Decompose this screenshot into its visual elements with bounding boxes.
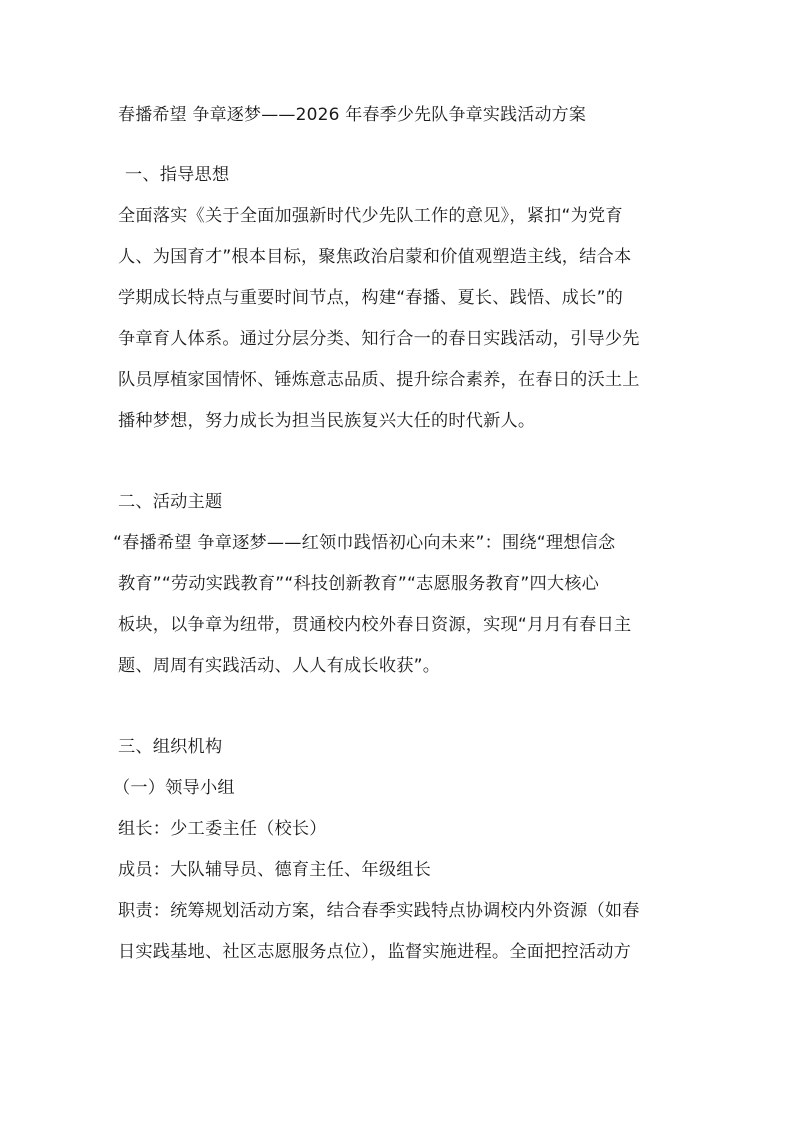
paragraph-line: 学期成长特点与重要时间节点，构建“春播、夏长、践悟、成长”的 — [118, 288, 624, 308]
paragraph-line: 职责：统筹规划活动方案，结合春季实践特点协调校内外资源（如春 — [118, 901, 640, 921]
paragraph-line: 组长：少工委主任（校长） — [118, 819, 327, 839]
paragraph-line: 争章育人体系。通过分层分类、知行合一的春日实践活动，引导少先 — [118, 329, 640, 349]
section-heading-guiding-ideology: 一、指导思想 — [125, 165, 230, 185]
paragraph-line: 成员：大队辅导员、德育主任、年级组长 — [118, 860, 431, 880]
section-heading-activity-theme: 二、活动主题 — [118, 492, 223, 512]
paragraph-line: 板块，以争章为纽带，贯通校内校外春日资源，实现“月月有春日主 — [118, 615, 632, 635]
paragraph-line: 题、周周有实践活动、人人有成长收获”。 — [118, 656, 441, 676]
document-title: 春播希望 争章逐梦——2026 年春季少先队争章实践活动方案 — [118, 105, 587, 125]
section-heading-organization: 三、组织机构 — [118, 737, 223, 757]
paragraph-line: 人、为国育才”根本目标，聚焦政治启蒙和价值观塑造主线，结合本 — [118, 247, 632, 267]
paragraph-line: 日实践基地、社区志愿服务点位），监督实施进程。全面把控活动方 — [118, 942, 632, 962]
paragraph-line: “春播希望 争章逐梦——红领巾践悟初心向未来”：围绕“理想信念 — [113, 533, 616, 553]
paragraph-line: 队员厚植家国情怀、锤炼意志品质、提升综合素养，在春日的沃土上 — [118, 370, 640, 390]
paragraph-line: 播种梦想，努力成长为担当民族复兴大任的时代新人。 — [118, 411, 536, 431]
paragraph-line: 教育”“劳动实践教育”“科技创新教育”“志愿服务教育”四大核心 — [118, 574, 600, 594]
subsection-heading-leadership-group: （一）领导小组 — [113, 778, 235, 798]
paragraph-line: 全面落实《关于全面加强新时代少先队工作的意见》，紧扣“为党育 — [118, 206, 623, 226]
